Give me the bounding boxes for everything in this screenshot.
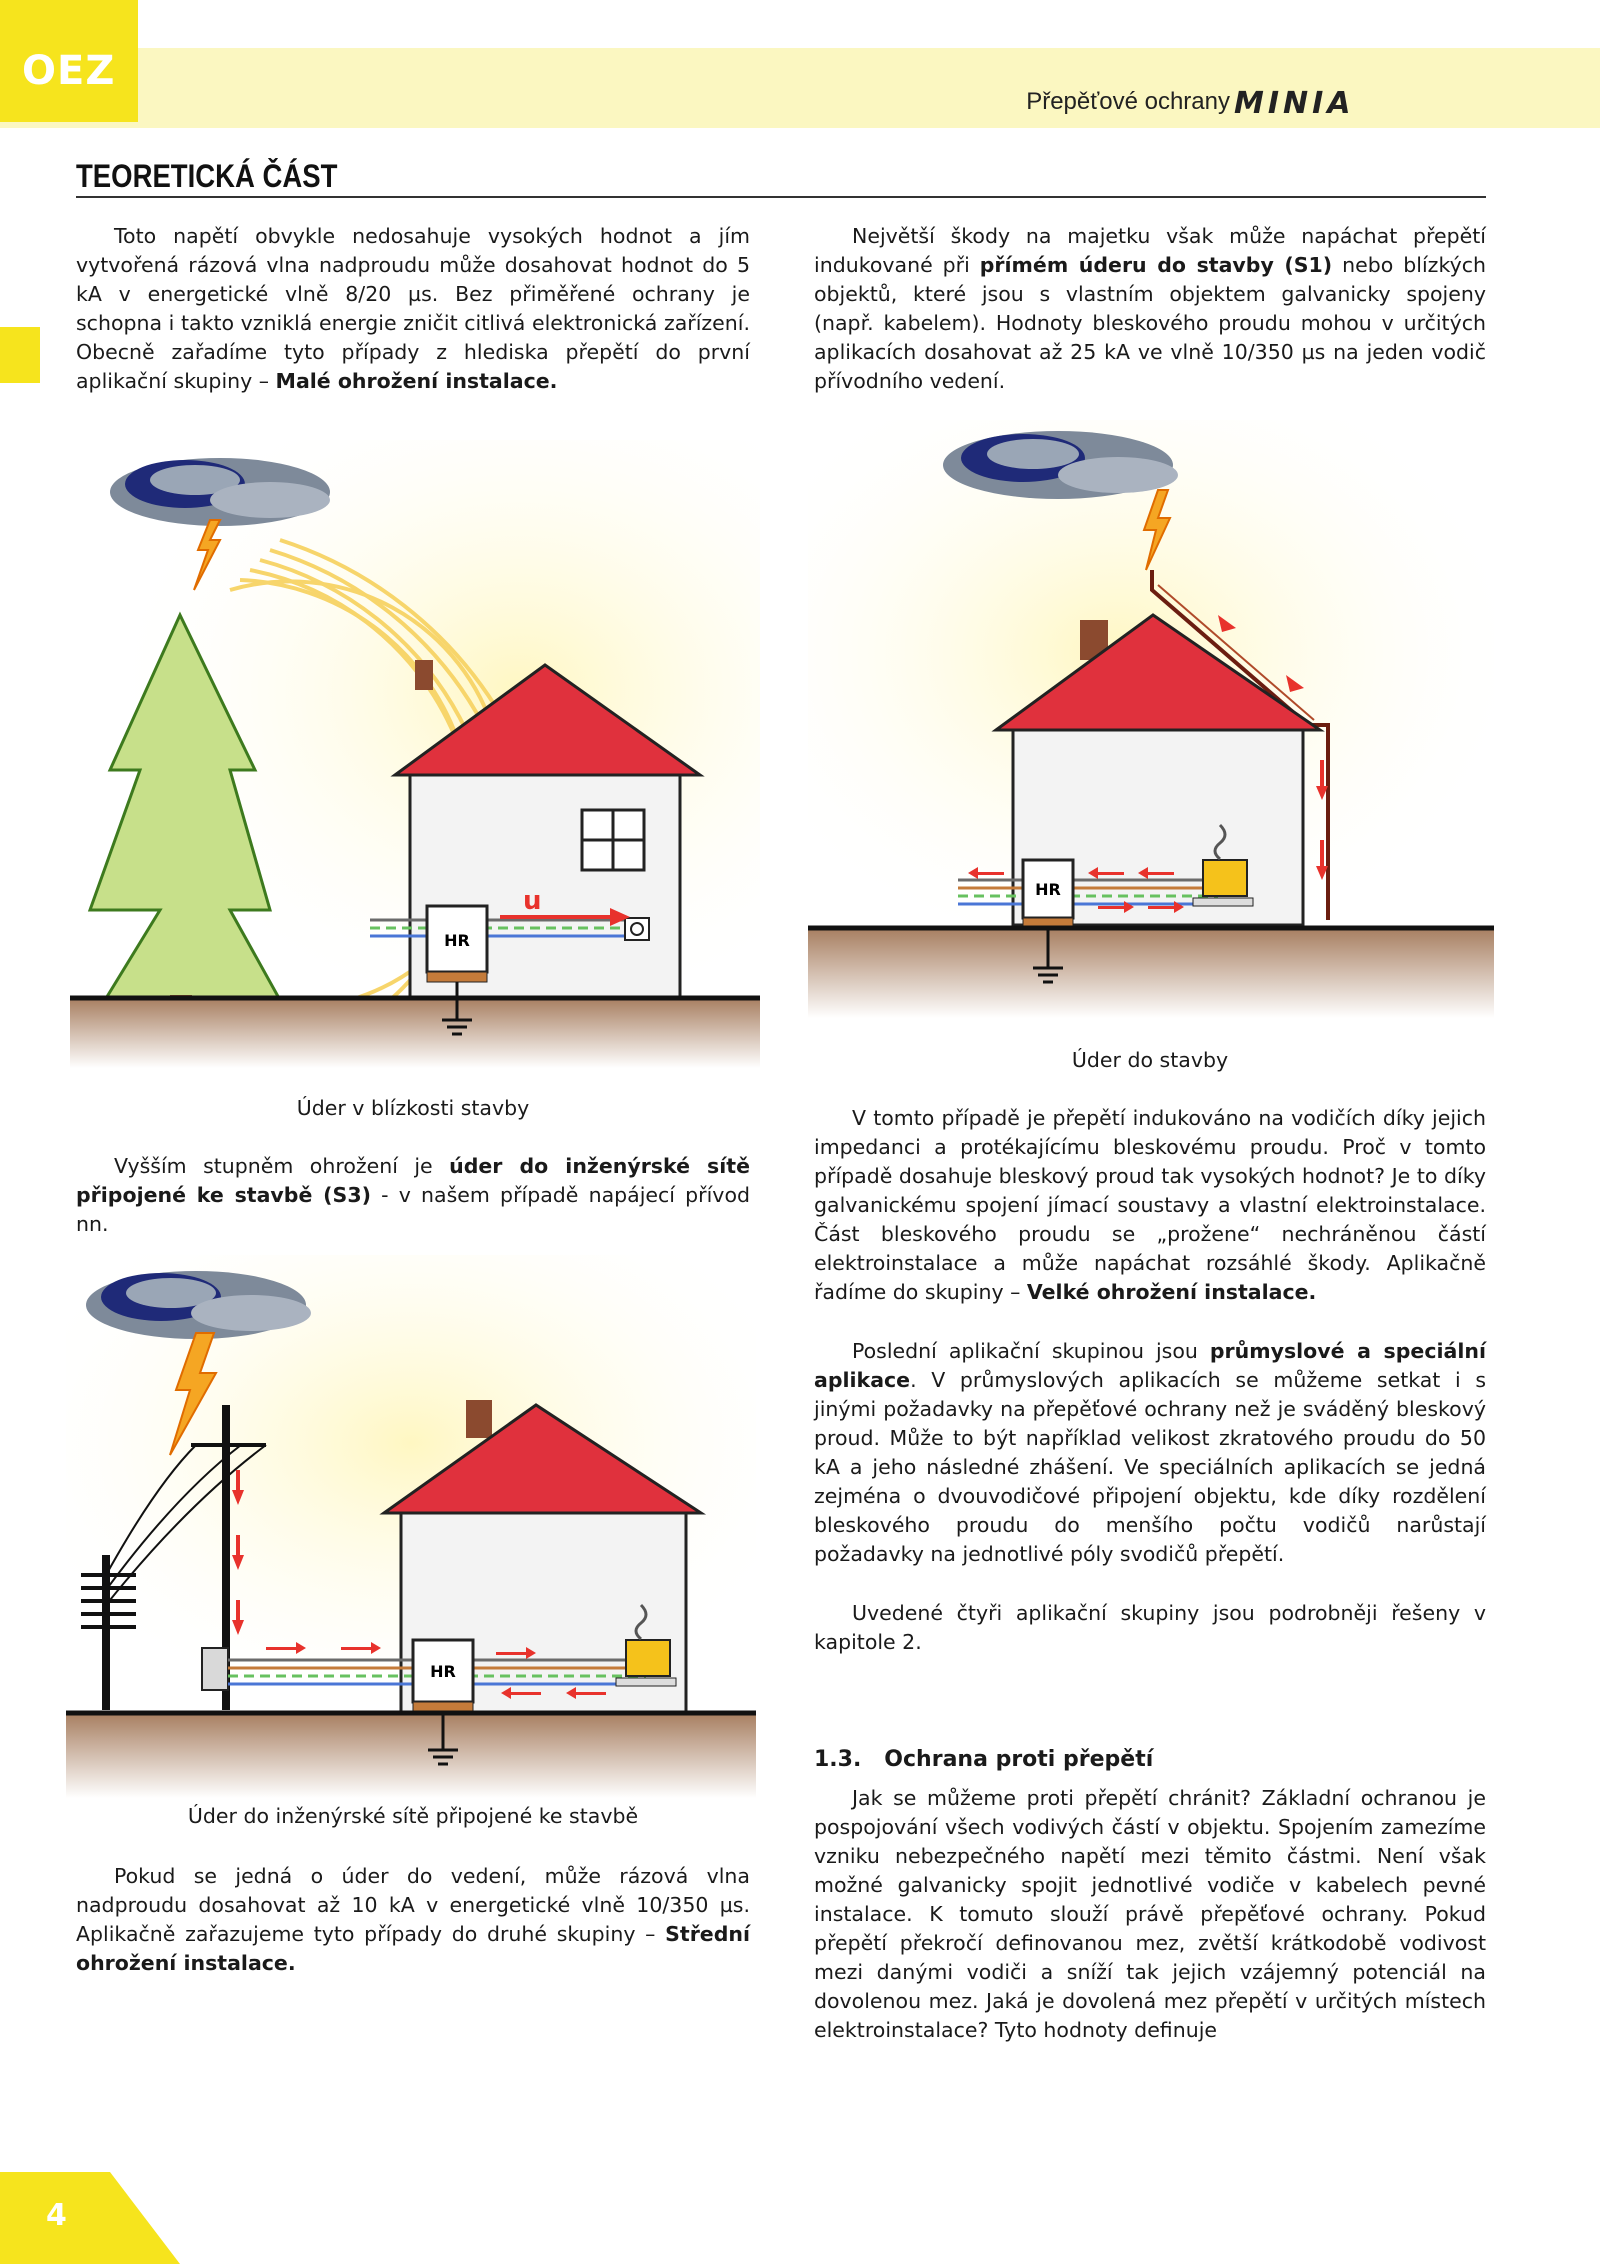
logo-text: OEZ: [22, 48, 116, 94]
right-paragraph-1: Největší škody na majetku však může napáchat přepětí indukované při přímém úderu do stavby (S1) nebo blízkých objektů, které jsou s vlastním objektem galvanicky spojeny (např. kabelem). Hodnoty bleskového proudu mohou v určitých aplikacích dosahovat až 25 kA ve vlně 10/350 µs na jeden vodič přívodního vedení.: [814, 224, 1486, 393]
figure-caption-2: Úder do stavby: [1071, 1048, 1229, 1072]
brand-logo: MINIA: [1234, 86, 1355, 121]
left-paragraph-3: Pokud se jedná o úder do vedení, může rázová vlna nadproudu dosahovat až 10 kA v energetické vlně 10/350 µs. Aplikačně zařazujeme tyto případy do druhé skupiny – Střední ohrožení instalace.: [76, 1864, 750, 1975]
svg-text:HR: HR: [444, 931, 470, 950]
title-divider: [76, 196, 1486, 198]
right-paragraph-3: Poslední aplikační skupinou jsou průmyslové a speciální aplikace. V průmyslových aplikacích se můžeme setkat i s jinými požadavky na přepěťové ochrany než je sváděný bleskový proud. Může to být například velikost zkratového proudu do 50 kA a jeho následné zhášení. Ve speciálních aplikacích se jedná zejména o dvouvodičové připojení objektu, kde díky rozdělení bleskového proudu do menšího počtu vodičů narůstají požadavky na jednotlivé póly svodičů přepětí.: [814, 1339, 1486, 1566]
header-title: Přepěťové ochrany: [1026, 88, 1230, 115]
figure-caption-1: Úder v blízkosti stavby: [296, 1096, 530, 1120]
side-tab-marker: [0, 327, 40, 383]
svg-text:u: u: [523, 886, 542, 916]
figure-caption-3: Úder do inženýrské sítě připojené ke stavbě: [187, 1804, 639, 1828]
page-number: 4: [46, 2198, 67, 2233]
right-paragraph-4: Uvedené čtyři aplikační skupiny jsou podrobněji řešeny v kapitole 2.: [814, 1601, 1486, 1654]
right-paragraph-2: V tomto případě je přepětí indukováno na vodičích díky jejich impedanci a protékajícímu bleskovému proudu. Proč v tomto případě dosahuje bleskový proud tak vysokých hodnot? Je to díky galvanickému spojení jímací soustavy a vlastní elektroinstalace. Část bleskového proudu se „prožene“ nechráněnou částí elektroinstalace a může napáchat rozsáhlé škody. Aplikačně řadíme do skupiny – Velké ohrožení instalace.: [814, 1106, 1486, 1304]
left-paragraph-2: Vyšším stupněm ohrožení je úder do inženýrské sítě připojené ke stavbě (S3) - v našem případě napájecí přívod nn.: [76, 1154, 750, 1236]
page-number-corner: [0, 2172, 180, 2264]
figure-strike-near-building: [70, 440, 760, 1070]
figure-strike-to-utility-line: [66, 1255, 756, 1800]
cloud-icon: [110, 458, 330, 526]
figure-strike-to-building: [808, 420, 1494, 1020]
section-title: TEORETICKÁ ČÁST: [76, 158, 338, 194]
left-paragraph-1: Toto napětí obvykle nedosahuje vysokých hodnot a jím vytvořená rázová vlna nadproudu může dosahovat hodnot do 5 kA v energetické vlně 8/20 µs. Bez přiměřené ochrany je schopna i takto vzniklá energie zničit citlivá elektronická zařízení. Obecně zařadíme tyto případy z hlediska přepětí do první aplikační skupiny – Malé ohrožení instalace.: [76, 224, 750, 393]
socket-icon: [625, 918, 649, 940]
svg-text:HR: HR: [1035, 880, 1061, 899]
right-paragraph-5: Jak se můžeme proti přepětí chránit? Základní ochranou je pospojování všech vodivých částí v objektu. Spojením zamezíme vzniku nebezpečného napětí mezi těmito částmi. Není však možné galvanicky spojit jednotlivé vodiče v kabelech pevné instalace. K tomuto slouží právě přepěťové ochrany. Pokud přepětí překročí definovanou mez, zvětší krátkodobě vodivost mezi danými vodiči a sníží tak jejich vzájemný potenciál na dovolenou mez. Jaká je dovolená mez přepětí v určitých místech elektroinstalace? Tyto hodnoty definuje: [814, 1786, 1486, 2042]
subsection-heading: 1.3. Ochrana proti přepětí: [814, 1747, 1154, 1772]
svg-text:HR: HR: [430, 1662, 456, 1681]
meter-box: [202, 1648, 228, 1690]
